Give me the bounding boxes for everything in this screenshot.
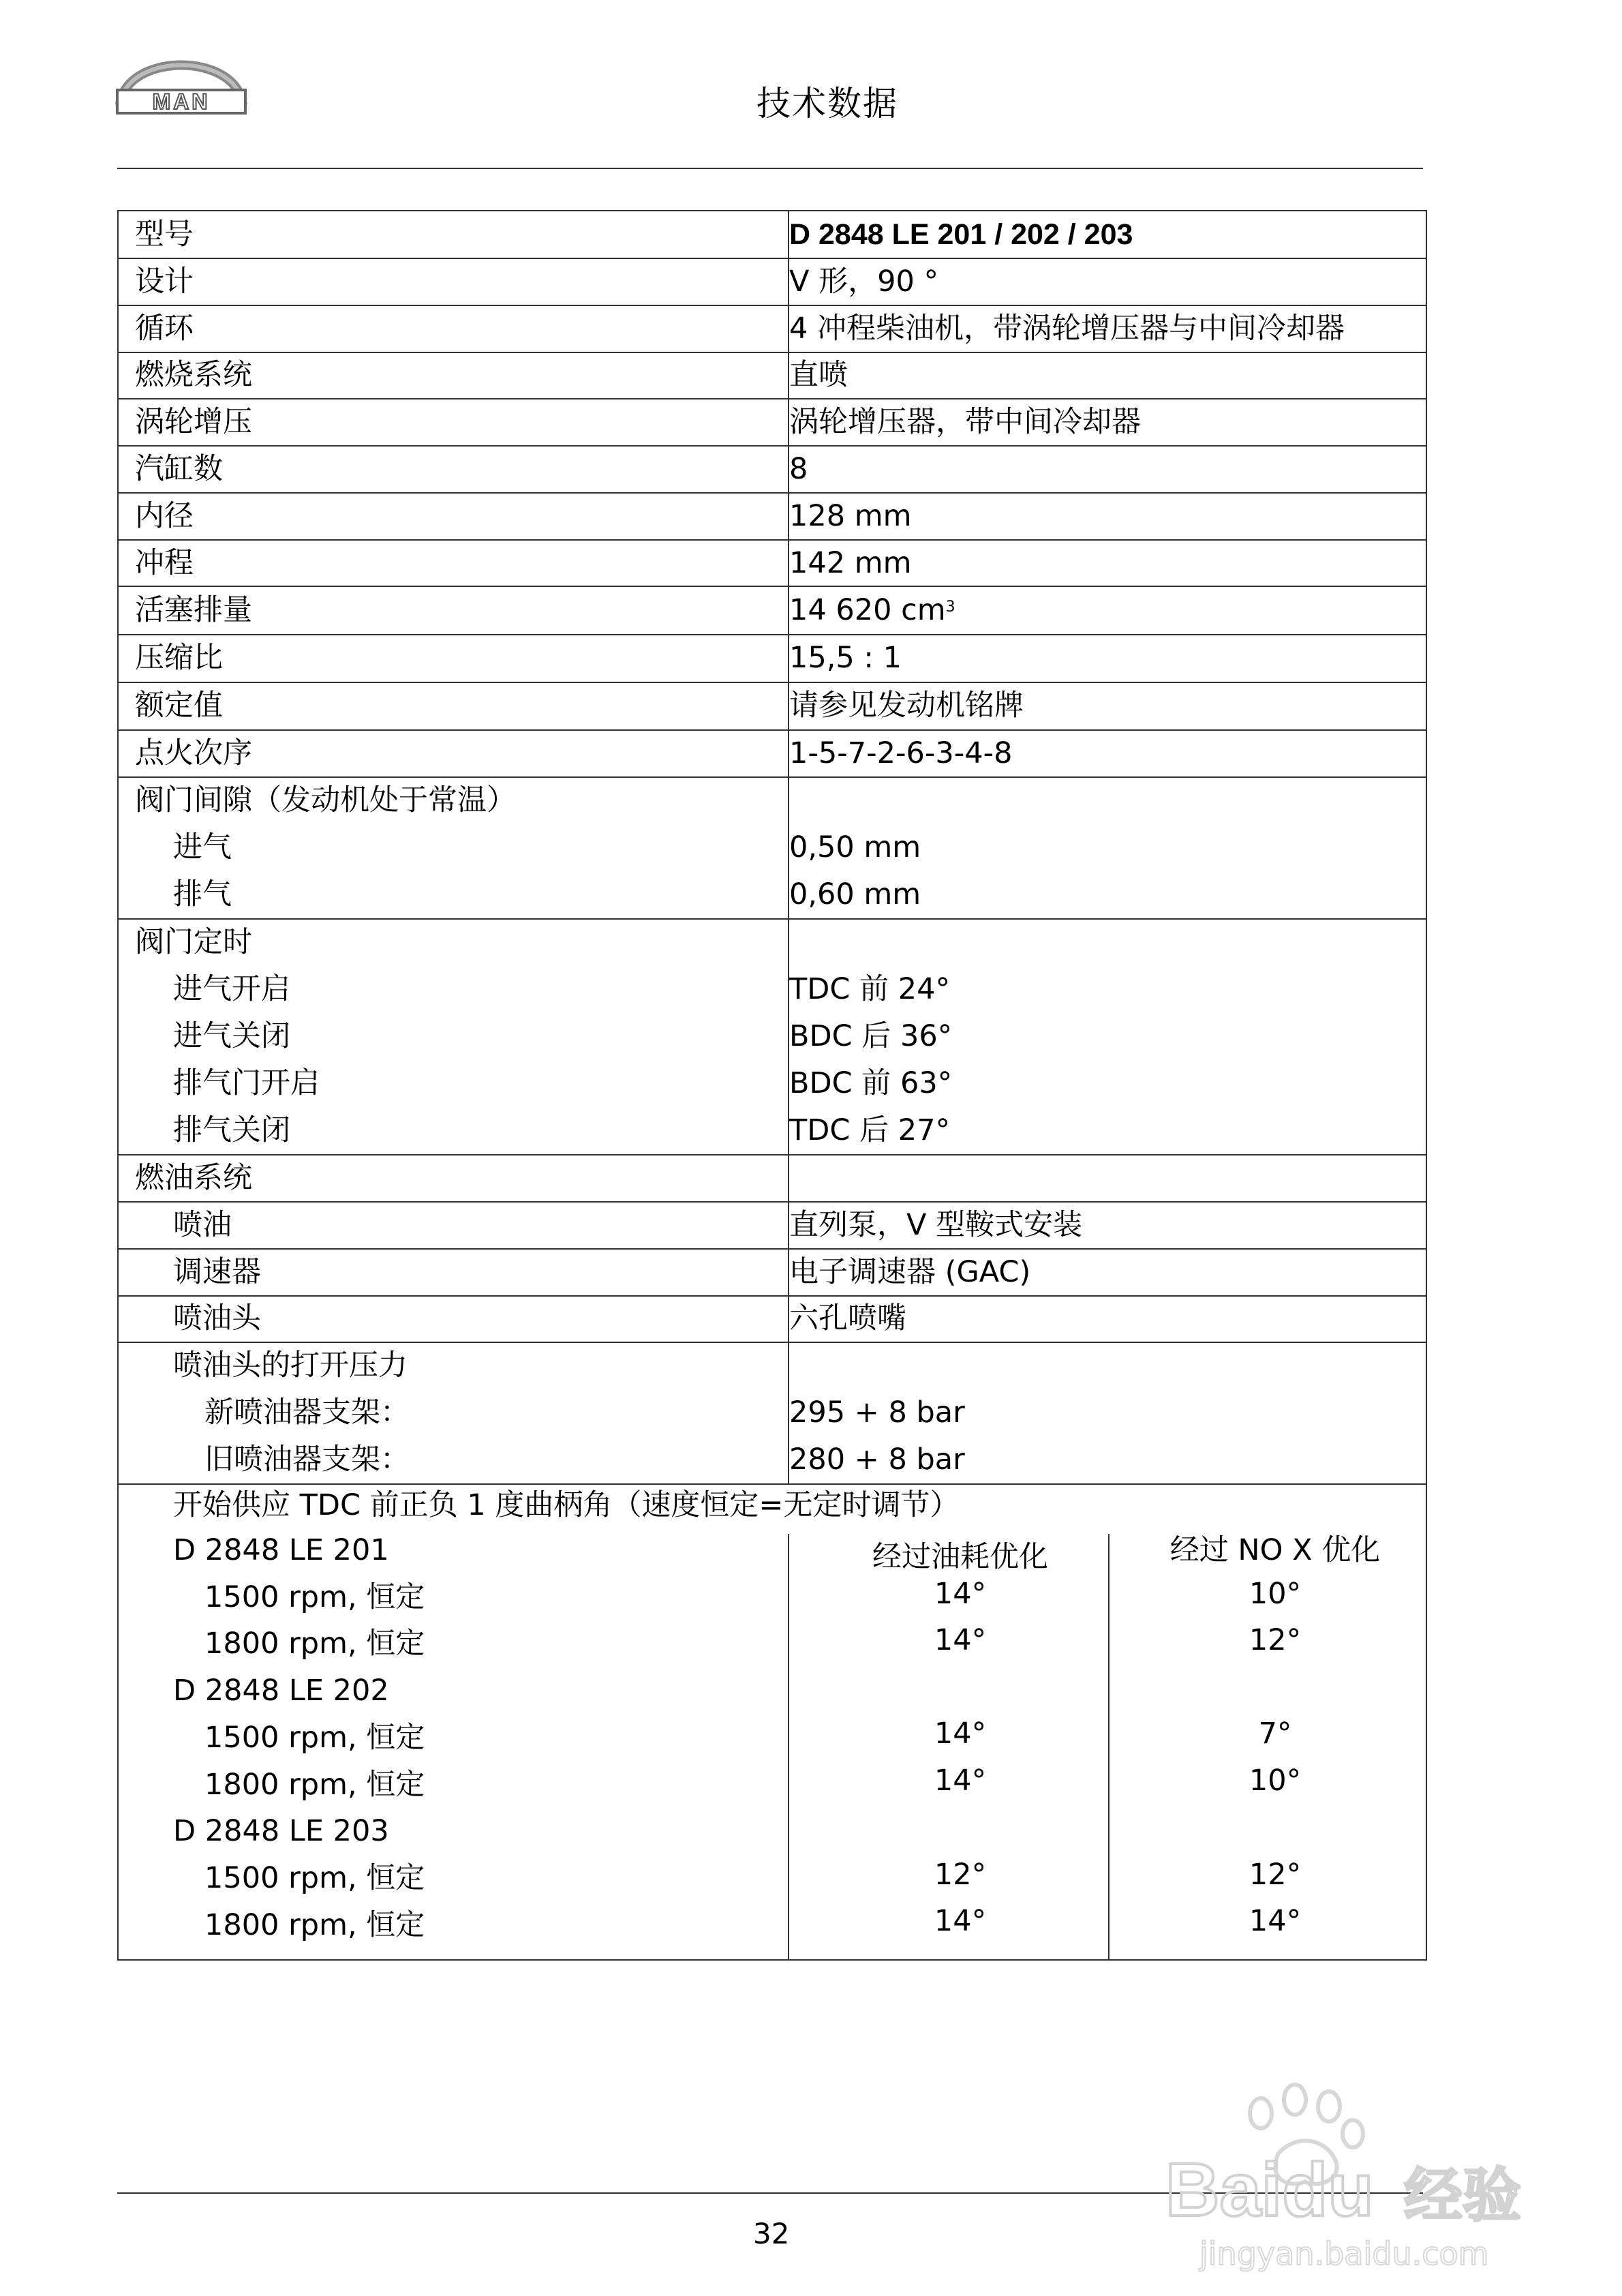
spec-label: 设计 bbox=[135, 265, 194, 299]
superscript: 3 bbox=[945, 599, 955, 616]
spec-label: 活塞排量 bbox=[135, 593, 252, 627]
row-divider bbox=[119, 445, 1426, 447]
row-divider bbox=[119, 398, 1426, 399]
spec-value: 直列泵，V 型鞍式安装 bbox=[789, 1208, 1083, 1242]
nox-optimized-value: 14° bbox=[1249, 1904, 1302, 1938]
section-title: 阀门定时 bbox=[135, 925, 252, 959]
spec-label: 喷油头 bbox=[173, 1301, 261, 1335]
spec-label: 喷油 bbox=[173, 1208, 232, 1242]
watermark-url: jingyan.baidu.com bbox=[1199, 2235, 1489, 2272]
column-header-fuel: 经过油耗优化 bbox=[872, 1540, 1048, 1574]
spec-value: 142 mm bbox=[789, 546, 912, 580]
displacement-value bbox=[789, 590, 955, 631]
speed-label: 1500 rpm, 恒定 bbox=[204, 1861, 425, 1895]
spec-value: D 2848 LE 201 / 202 / 203 bbox=[789, 218, 1133, 251]
spec-value: 1-5-7-2-6-3-4-8 bbox=[789, 736, 1013, 770]
model-name: D 2848 LE 203 bbox=[173, 1814, 389, 1848]
column-header-nox: 经过 NO X 优化 bbox=[1169, 1533, 1381, 1567]
row-divider bbox=[119, 1201, 1426, 1203]
spec-value: 4 冲程柴油机，带涡轮增压器与中间冷却器 bbox=[789, 312, 1345, 346]
spec-label: 排气 bbox=[173, 877, 232, 911]
fuel-optimized-value: 14° bbox=[934, 1623, 987, 1657]
spec-label: 旧喷油器支架： bbox=[204, 1442, 410, 1477]
fuel-optimized-value: 14° bbox=[934, 1764, 987, 1798]
spec-label: 燃烧系统 bbox=[135, 358, 252, 392]
spec-value: 280 + 8 bar bbox=[789, 1442, 965, 1477]
spec-value: 0,50 mm bbox=[789, 830, 921, 864]
row-divider bbox=[119, 1154, 1426, 1155]
row-divider bbox=[119, 634, 1426, 635]
section-title: 燃油系统 bbox=[135, 1161, 252, 1195]
speed-label: 1800 rpm, 恒定 bbox=[204, 1908, 425, 1942]
spec-value: 电子调速器 (GAC) bbox=[789, 1255, 1031, 1289]
row-divider bbox=[119, 586, 1426, 587]
model-name: D 2848 LE 201 bbox=[173, 1533, 389, 1567]
spec-label: 额定值 bbox=[135, 689, 223, 723]
spec-label: 涡轮增压 bbox=[135, 405, 252, 439]
model-name: D 2848 LE 202 bbox=[173, 1674, 389, 1708]
spec-value: TDC 前 24° bbox=[789, 972, 950, 1006]
spec-value: TDC 后 27° bbox=[789, 1113, 950, 1147]
spec-value: 0,60 mm bbox=[789, 877, 921, 911]
nox-optimized-value: 12° bbox=[1249, 1858, 1302, 1892]
section-subtitle: 喷油头的打开压力 bbox=[173, 1348, 408, 1383]
man-logo bbox=[114, 40, 248, 120]
row-divider bbox=[119, 1342, 1426, 1343]
spec-value: 8 bbox=[789, 452, 808, 486]
spec-label: 型号 bbox=[135, 217, 194, 252]
fuel-optimized-value: 14° bbox=[934, 1717, 987, 1751]
spec-label: 排气门开启 bbox=[173, 1066, 320, 1100]
spec-label: 汽缸数 bbox=[135, 452, 223, 486]
row-divider bbox=[119, 1248, 1426, 1250]
watermark-service: 经验 bbox=[1404, 2162, 1521, 2230]
speed-label: 1800 rpm, 恒定 bbox=[204, 1627, 425, 1661]
spec-label: 进气关闭 bbox=[173, 1019, 290, 1053]
fuel-optimized-value: 12° bbox=[934, 1858, 987, 1892]
spec-label: 循环 bbox=[135, 312, 194, 346]
speed-label: 1500 rpm, 恒定 bbox=[204, 1580, 425, 1614]
spec-label: 调速器 bbox=[173, 1255, 261, 1289]
nox-optimized-value: 12° bbox=[1249, 1623, 1302, 1657]
nox-optimized-value: 10° bbox=[1249, 1764, 1302, 1798]
spec-label: 压缩比 bbox=[135, 641, 223, 675]
speed-label: 1800 rpm, 恒定 bbox=[204, 1768, 425, 1802]
logo-text: MAN bbox=[152, 89, 211, 114]
row-divider bbox=[119, 729, 1426, 731]
row-divider bbox=[119, 1295, 1426, 1297]
row-divider bbox=[119, 539, 1426, 541]
section-title: 开始供应 TDC 前正负 1 度曲柄角（速度恒定=无定时调节） bbox=[173, 1488, 960, 1522]
spec-value: V 形，90 ° bbox=[789, 265, 938, 299]
row-divider bbox=[119, 352, 1426, 353]
watermark-brand: Baidu bbox=[1165, 2148, 1374, 2232]
spec-label: 进气开启 bbox=[173, 972, 290, 1006]
row-divider bbox=[119, 776, 1426, 778]
spec-label: 排气关闭 bbox=[173, 1113, 290, 1147]
fuel-optimized-value: 14° bbox=[934, 1577, 987, 1611]
spec-label: 新喷油器支架： bbox=[204, 1395, 410, 1430]
page-title: 技术数据 bbox=[756, 84, 898, 123]
spec-value: 295 + 8 bar bbox=[789, 1395, 965, 1430]
row-divider bbox=[119, 918, 1426, 920]
row-divider bbox=[119, 258, 1426, 259]
spec-label: 内径 bbox=[135, 499, 194, 533]
spec-value: 涡轮增压器，带中间冷却器 bbox=[789, 405, 1141, 439]
spec-value: 六孔喷嘴 bbox=[789, 1301, 906, 1335]
column-divider bbox=[788, 1534, 789, 1961]
baidu-watermark bbox=[1159, 2072, 1540, 2277]
speed-label: 1500 rpm, 恒定 bbox=[204, 1721, 425, 1755]
header-divider bbox=[117, 168, 1423, 169]
spec-value: BDC 前 63° bbox=[789, 1066, 953, 1100]
spec-value: 直喷 bbox=[789, 358, 848, 392]
spec-label: 冲程 bbox=[135, 546, 194, 580]
spec-table bbox=[117, 210, 1427, 1961]
row-divider bbox=[119, 492, 1426, 494]
spec-value: 请参见发动机铭牌 bbox=[789, 689, 1024, 723]
spec-value: 14 620 cm bbox=[789, 593, 946, 627]
page-number: 32 bbox=[753, 2217, 790, 2250]
nox-optimized-value: 10° bbox=[1249, 1577, 1302, 1611]
nox-optimized-value: 7° bbox=[1258, 1717, 1292, 1751]
spec-value: 15,5 : 1 bbox=[789, 641, 902, 675]
spec-value: 128 mm bbox=[789, 499, 912, 533]
row-divider bbox=[119, 682, 1426, 683]
spec-label: 进气 bbox=[173, 830, 232, 864]
section-title: 阀门间隙（发动机处于常温） bbox=[135, 783, 516, 817]
fuel-optimized-value: 14° bbox=[934, 1904, 987, 1938]
spec-value: BDC 后 36° bbox=[789, 1019, 953, 1053]
spec-label: 点火次序 bbox=[135, 736, 252, 770]
row-divider bbox=[119, 305, 1426, 306]
